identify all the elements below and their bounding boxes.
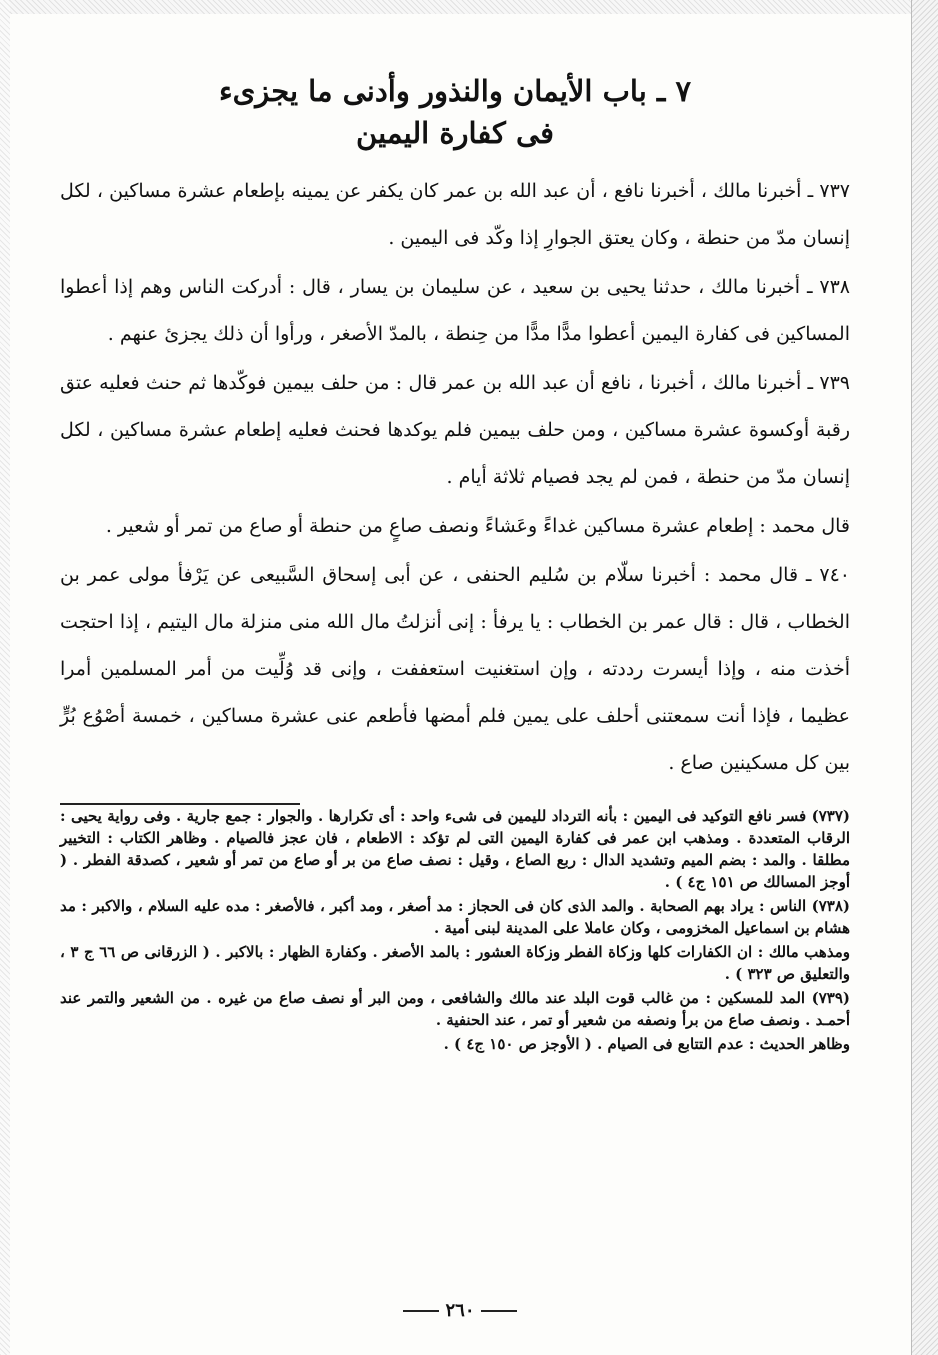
hadith-738: ٧٣٨ ـ أخبرنا مالك ، حدثنا يحيى بن سعيد ، عن سليمان بن يسار ، قال : أدركت الناس وهم إذا أعطوا المساكين فى كفارة اليمين أعطوا مدًّا مدًّا من حِنطة ، بالمدّ الأصغر ، ورأوا أن ذلك يجزئ عنهم . — [60, 276, 850, 345]
footnote-separator — [60, 789, 850, 805]
page-content — [60, 70, 850, 1057]
footnote-738: (٧٣٨) الناس : يراد بهم الصحابة . والمد الذى كان فى الحجاز : مد أصغر ، ومد أكبر ، فالأصغر : مده عليه السلام ، والاكبر : مد هشام بن اسماعيل المخزومى ، وكان عاملا على المدينة لبنى أمية . — [60, 897, 850, 937]
page-edge-right — [911, 0, 938, 1355]
hadith-740: ٧٤٠ ـ قال محمد : أخبرنا سلّام بن سُليم الحنفى ، عن أبى إسحاق السَّبيعى عن يَرْفأ مولى عمر بن الخطاب ، قال : قال عمر بن الخطاب : يا يرفأ : إنى أنزلتُ مال الله منى منزلة مال اليتيم ، إذا احتجت أخذت منه ، وإذا أيسرت رددته ، وإن استغنيت استعففت ، وإنى قد وُلِّيت من أمر المسلمين أمرا عظيما ، فإذا أنت سمعتنى أحلف على يمين فلم أمضها فأطعم عنى عشرة مساكين ، خمسة أصْوُع بُرٍّ بين كل مسكينين صاع . — [60, 564, 850, 774]
footnote-738-cont: ومذهب مالك : ان الكفارات كلها وزكاة الفطر وزكاة العشور : بالمد الأصغر . وكفارة الظهار : بالاكبر . ( الزرقانى ص ٦٦ ج ٣ ، والتعليق ص ٣٢٣ ) . — [60, 943, 850, 983]
footnote-739: (٧٣٩) المد للمسكين : من غالب قوت البلد عند مالك والشافعى ، ومن البر أو نصف صاع من غيره . من الشعير والتمر عند أحمـد . ونصف صاع من برأ ونصفه من شعير أو تمر ، عند الحنفية . — [60, 989, 850, 1029]
page-edge-left — [0, 0, 10, 1355]
chapter-title — [60, 70, 850, 154]
chapter-title-line-1: ٧ ـ باب الأيمان والنذور وأدنى ما يجزىء — [218, 74, 692, 108]
page-number-text: ٢٦٠ — [445, 1300, 475, 1321]
footnote-739-cont: وظاهر الحديث : عدم التتابع فى الصيام . ( الأوجز ص ١٥٠ ج٤ ) . — [443, 1035, 850, 1053]
hadith-737: ٧٣٧ ـ أخبرنا مالك ، أخبرنا نافع ، أن عبد الله بن عمر كان يكفر عن يمينه بإطعام عشرة مساكين ، لكل إنسان مدّ من حنطة ، وكان يعتق الجوارِ إذا وكّد فى اليمين . — [60, 180, 850, 249]
page-edge-top — [0, 0, 938, 14]
chapter-title-line-2: فى كفارة اليمين — [356, 116, 554, 150]
page-number — [360, 1300, 560, 1321]
footnote-737: (٧٣٧) فسر نافع التوكيد فى اليمين : بأنه الترداد لليمين فى شىء واحد : أى تكرارها . والجوار : جمع جارية . وفى رواية يحيى : الرقاب المتعددة . ومذهب ابن عمر فى كفارة اليمين التى لم تؤكد : الاطعام ، فان عجز فالصيام . وظاهر الكتاب : التخيير مطلقا . والمد : بضم الميم وتشديد الدال : ربع الصاع ، وقيل : نصف صاع من بر أو صاع من تمر أو شعير ، كصدقة الفطر . ( أوجز المسالك ص ١٥١ ج٤ ) . — [60, 807, 850, 891]
muhammad-comment: قال محمد : إطعام عشرة مساكين غداءً وعَشاءً ونصف صاعٍ من حنطة أو صاع من تمر أو شعير . — [105, 515, 850, 537]
hadith-739: ٧٣٩ ـ أخبرنا مالك ، أخبرنا ، نافع أن عبد الله بن عمر قال : من حلف بيمين فوكّدها ثم حنث فعليه عتق رقبة أوكسوة عشرة مساكين ، ومن حلف بيمين فلم يوكدها فحنث فعليه إطعام عشرة مساكين ، لكل إنسان مدّ من حنطة ، فمن لم يجد فصيام ثلاثة أيام . — [60, 372, 850, 488]
